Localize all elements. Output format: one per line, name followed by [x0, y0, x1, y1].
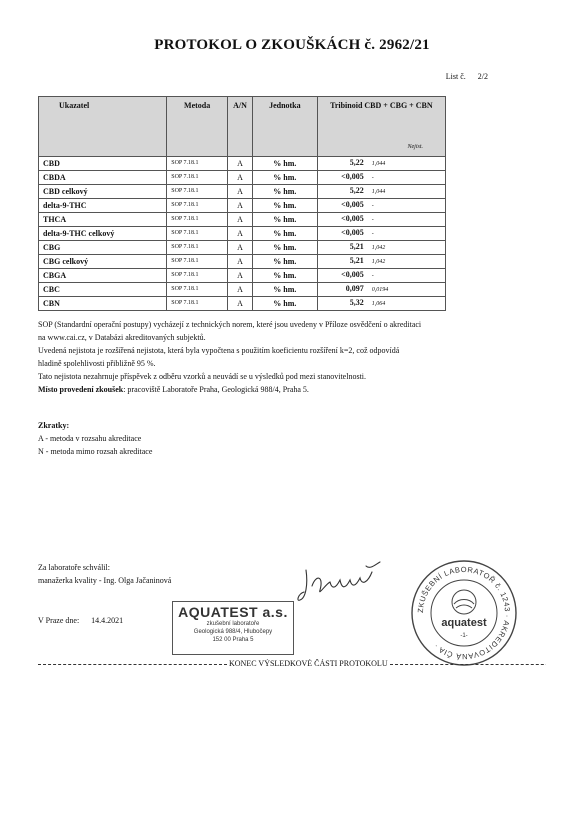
sheet-label: List č. [445, 72, 466, 81]
svg-text:ZKUŠEBNÍ LABORATOŘ č. 1243 · A [416, 565, 512, 661]
note-line: na www.cai.cz, v Databázi akreditovaných subjektů. [38, 333, 206, 342]
issue-date [38, 616, 123, 625]
row-uncertainty: - [371, 273, 374, 279]
row-value: 5,22 [349, 158, 364, 167]
row-uncertainty: - [371, 175, 374, 181]
seal-logo-icon [454, 600, 474, 609]
row-method: SOP 7.18.1 [167, 283, 228, 297]
row-indicator: CBG celkový [39, 255, 167, 269]
results-table [38, 96, 446, 311]
row-indicator: CBG [39, 241, 167, 255]
row-an: A [228, 283, 253, 297]
note-line: Tato nejistota nezahrnuje příspěvek z odběru vzorků a neuvádí se u výsledků pod mezi stanovitelnosti. [38, 372, 367, 381]
row-an: A [228, 297, 253, 311]
row-result [317, 283, 445, 297]
header-indicator: Ukazatel [39, 97, 167, 157]
row-an: A [228, 255, 253, 269]
table-row [39, 185, 446, 199]
approval [38, 561, 171, 587]
table-row [39, 297, 446, 311]
table-row [39, 241, 446, 255]
row-result [317, 171, 445, 185]
row-method: SOP 7.18.1 [167, 213, 228, 227]
header-an: A/N [228, 97, 253, 157]
page-title: PROTOKOL O ZKOUŠKÁCH č. 2962/21 [154, 37, 430, 53]
row-value: 5,22 [349, 186, 364, 195]
company-stamp [172, 601, 294, 655]
row-unit: % hm. [252, 283, 317, 297]
row-value: <0,005 [341, 172, 364, 181]
note-line: Uvedená nejistota je rozšířená nejistota, která byla vypočtena s použitím koeficientu rozšíření k=2, což odpovídá [38, 346, 400, 355]
row-unit: % hm. [252, 171, 317, 185]
row-result [317, 241, 445, 255]
row-unit: % hm. [252, 227, 317, 241]
row-method: SOP 7.18.1 [167, 241, 228, 255]
row-indicator: delta-9-THC celkový [39, 227, 167, 241]
row-indicator: delta-9-THC [39, 199, 167, 213]
row-value: <0,005 [341, 214, 364, 223]
row-result [317, 255, 445, 269]
row-uncertainty: 0,0194 [371, 287, 389, 293]
row-indicator: THCA [39, 213, 167, 227]
row-method: SOP 7.18.1 [167, 297, 228, 311]
row-uncertainty: 1,042 [371, 259, 386, 265]
row-method: SOP 7.18.1 [167, 227, 228, 241]
row-result [317, 199, 445, 213]
sheet-number [446, 72, 488, 81]
row-unit: % hm. [252, 213, 317, 227]
row-method: SOP 7.18.1 [167, 269, 228, 283]
note-line: SOP (Standardní operační postupy) vycházejí z technických norem, které jsou uvedeny v Příloze osvědčení o akreditaci [38, 320, 422, 329]
abbreviations-heading: Zkratky: [38, 421, 70, 430]
row-an: A [228, 171, 253, 185]
row-unit: % hm. [252, 185, 317, 199]
row-value: <0,005 [341, 200, 364, 209]
row-indicator: CBD celkový [39, 185, 167, 199]
row-result [317, 269, 445, 283]
header-sample [317, 97, 445, 157]
row-unit: % hm. [252, 269, 317, 283]
approval-label: Za laboratoře schválil: [38, 563, 110, 572]
end-text: KONEC VÝSLEDKOVÉ ČÁSTI PROTOKOLU [229, 659, 388, 668]
seal-ring-text: ZKUŠEBNÍ LABORATOŘ č. 1243 · AKREDITOVANÁ ČIA · [415, 564, 513, 662]
row-unit: % hm. [252, 241, 317, 255]
table-row [39, 227, 446, 241]
row-indicator: CBC [39, 283, 167, 297]
stamp-line: zkušební laboratoře [206, 621, 260, 627]
note-line: hladině spolehlivosti přibližně 95 %. [38, 359, 156, 368]
row-result [317, 157, 445, 171]
row-uncertainty: - [371, 231, 374, 237]
abbreviation-n: N - metoda mimo rozsah akreditace [38, 447, 153, 456]
seal-number: -1- [460, 633, 468, 639]
row-uncertainty: 1,044 [371, 161, 386, 167]
table-row [39, 283, 446, 297]
row-value: 0,097 [345, 284, 364, 293]
date-value: 14.4.2021 [91, 616, 124, 625]
dashed-divider [38, 664, 227, 665]
row-method: SOP 7.18.1 [167, 157, 228, 171]
row-result [317, 213, 445, 227]
accreditation-seal [409, 558, 519, 668]
row-an: A [228, 227, 253, 241]
row-result [317, 227, 445, 241]
stamp-line: Geologická 988/4, Hlubočepy [193, 629, 273, 635]
sheet-value: 2/2 [477, 72, 488, 81]
stamp-company-name: AQUATEST a.s. [178, 604, 288, 620]
row-indicator: CBD [39, 157, 167, 171]
test-location-label: Místo provedení zkoušek [38, 385, 124, 394]
row-uncertainty: 1,044 [371, 189, 386, 195]
table-row [39, 255, 446, 269]
row-an: A [228, 213, 253, 227]
row-an: A [228, 199, 253, 213]
row-an: A [228, 269, 253, 283]
table-row [39, 199, 446, 213]
row-result [317, 185, 445, 199]
row-result [317, 297, 445, 311]
test-location-value: : pracoviště Laboratoře Praha, Geologická 988/4, Praha 5. [123, 385, 309, 394]
header-uncertainty: Nejist. [407, 144, 423, 150]
row-indicator: CBGA [39, 269, 167, 283]
test-location [38, 383, 538, 396]
table-row [39, 157, 446, 171]
approver-name: manažerka kvality - Ing. Olga Jačaninová [38, 576, 172, 585]
date-label: V Praze dne: [38, 616, 80, 625]
notes [38, 318, 538, 396]
table-row [39, 269, 446, 283]
row-method: SOP 7.18.1 [167, 185, 228, 199]
row-value: <0,005 [341, 228, 364, 237]
row-indicator: CBN [39, 297, 167, 311]
row-unit: % hm. [252, 297, 317, 311]
row-value: 5,32 [349, 298, 364, 307]
row-unit: % hm. [252, 157, 317, 171]
row-method: SOP 7.18.1 [167, 199, 228, 213]
end-of-results [38, 659, 546, 668]
signature-image [296, 560, 384, 608]
row-uncertainty: 1,042 [371, 245, 386, 251]
row-indicator: CBDA [39, 171, 167, 185]
abbreviation-a: A - metoda v rozsahu akreditace [38, 434, 142, 443]
row-uncertainty: 1,064 [371, 301, 386, 307]
stamp-line: 152 00 Praha 5 [212, 637, 254, 643]
abbreviations [38, 419, 152, 458]
row-value: 5,21 [349, 256, 364, 265]
table-header-row [39, 97, 446, 157]
row-unit: % hm. [252, 255, 317, 269]
row-value: 5,21 [349, 242, 364, 251]
row-an: A [228, 241, 253, 255]
row-value: <0,005 [341, 270, 364, 279]
row-method: SOP 7.18.1 [167, 255, 228, 269]
row-an: A [228, 185, 253, 199]
header-method: Metoda [167, 97, 228, 157]
table-row [39, 213, 446, 227]
row-an: A [228, 157, 253, 171]
row-uncertainty: - [371, 217, 374, 223]
header-unit: Jednotka [252, 97, 317, 157]
table-row [39, 171, 446, 185]
row-unit: % hm. [252, 199, 317, 213]
seal-brand: aquatest [441, 617, 487, 629]
row-uncertainty: - [371, 203, 374, 209]
dashed-divider [390, 664, 546, 665]
header-sample-name: Tribinoid CBD + CBG + CBN [330, 101, 433, 110]
row-method: SOP 7.18.1 [167, 171, 228, 185]
